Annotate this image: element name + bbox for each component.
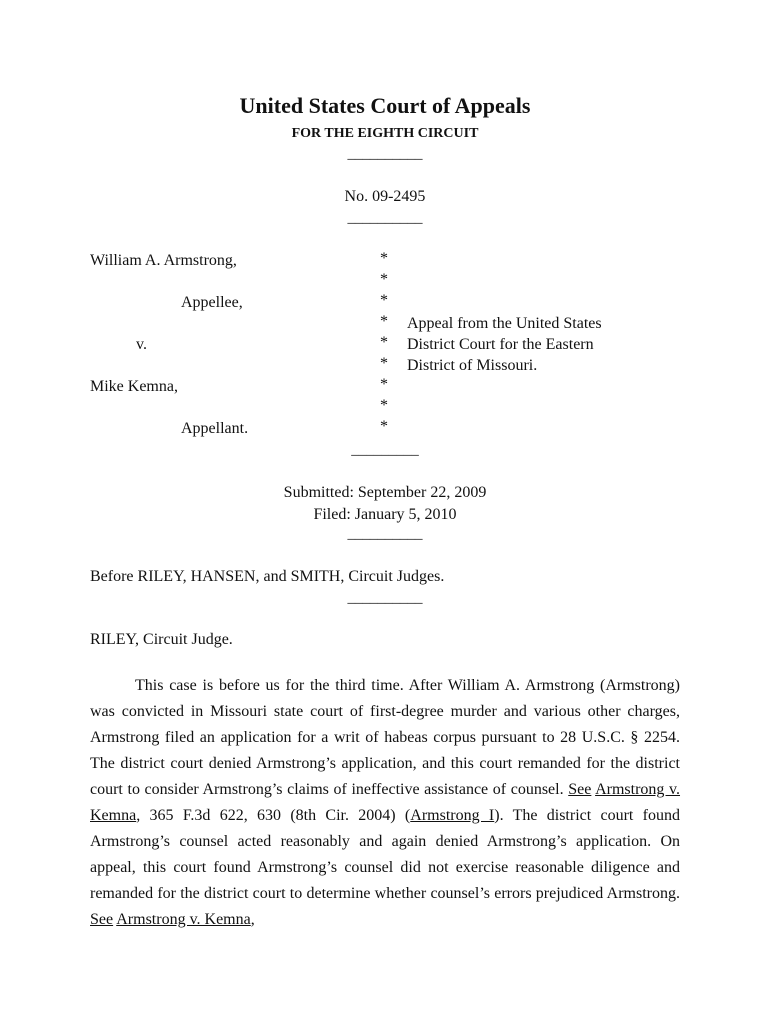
appeal-line-1: Appeal from the United States bbox=[407, 315, 602, 332]
case-short-name: Armstrong I bbox=[410, 807, 495, 824]
caption-star: * bbox=[380, 313, 388, 330]
court-name: United States Court of Appeals bbox=[239, 93, 531, 118]
opinion-text: This case is before us for the third time. After William A. Armstrong (Armstrong) was convicted in Missouri state court of first-degree murder and various other charges, Armstrong filed an application for a writ of habeas corpus pursuant to 28 U.S.C. § 2254. The district court denied Armstrong’s application, and this court remanded for the district court to consider Armstrong’s claims of ineffective assistance of counsel. bbox=[90, 677, 680, 798]
divider-4: __________ bbox=[347, 526, 423, 542]
caption-star: * bbox=[380, 334, 388, 351]
case-number: No. 09-2495 bbox=[344, 188, 426, 205]
party-appellee-role: Appellee, bbox=[181, 294, 243, 311]
divider-3: _________ bbox=[351, 442, 419, 458]
opinion-author: RILEY, Circuit Judge. bbox=[90, 631, 233, 648]
party-appellant-name: Mike Kemna, bbox=[90, 378, 178, 395]
caption-star: * bbox=[380, 397, 388, 414]
opinion-text: , bbox=[250, 911, 255, 928]
caption-star: * bbox=[380, 355, 388, 372]
divider-5: __________ bbox=[347, 590, 423, 606]
caption-star: * bbox=[380, 292, 388, 309]
divider-2: __________ bbox=[347, 210, 423, 226]
signal-see: See bbox=[90, 911, 114, 928]
divider-1: __________ bbox=[347, 146, 423, 162]
appeal-line-3: District of Missouri. bbox=[407, 357, 538, 374]
caption-star: * bbox=[380, 250, 388, 267]
submitted-date: Submitted: September 22, 2009 bbox=[283, 484, 487, 501]
panel-judges: Before RILEY, HANSEN, and SMITH, Circuit Judges. bbox=[90, 568, 445, 585]
appeal-line-2: District Court for the Eastern bbox=[407, 336, 594, 353]
opinion-text: ). The district court found Armstrong’s counsel acted reasonably and again denied Armstrong’s application. On appeal, this court found Armstrong’s counsel did not exercise reasonable diligence and remanded for the district court to determine whether counsel’s errors prejudiced Armstrong. bbox=[90, 807, 681, 902]
circuit-name: FOR THE EIGHTH CIRCUIT bbox=[291, 126, 479, 141]
caption-star: * bbox=[380, 376, 388, 393]
party-appellant-role: Appellant. bbox=[181, 420, 249, 437]
opinion-paragraph bbox=[90, 673, 680, 933]
caption-star: * bbox=[380, 418, 388, 435]
filed-date: Filed: January 5, 2010 bbox=[313, 506, 457, 523]
party-appellee-name: William A. Armstrong, bbox=[90, 252, 237, 269]
opinion-text: , 365 F.3d 622, 630 (8th Cir. 2004) ( bbox=[136, 807, 411, 824]
case-citation: Armstrong v. Kemna bbox=[90, 781, 681, 824]
versus-label: v. bbox=[136, 336, 147, 353]
signal-see: See bbox=[568, 781, 592, 798]
case-citation: Armstrong v. Kemna bbox=[116, 911, 251, 928]
caption-star: * bbox=[380, 271, 388, 288]
